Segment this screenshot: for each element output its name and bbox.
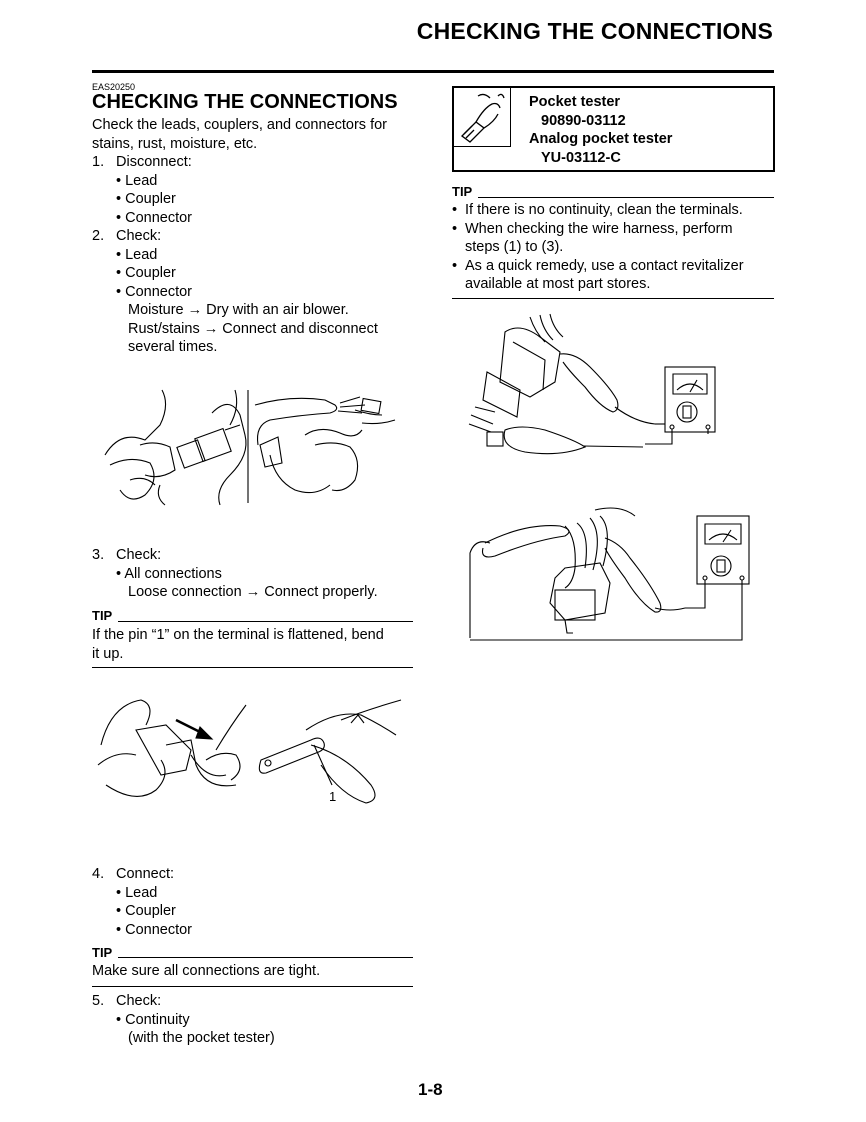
tip-line: If the pin “1” on the terminal is flattened, bend xyxy=(92,627,384,643)
bullet: • xyxy=(116,884,122,901)
bullet: • xyxy=(116,191,122,207)
intro-line: stains, rust, moisture, etc. xyxy=(92,135,258,152)
list-item: Connector xyxy=(125,921,193,938)
bullet: • xyxy=(452,220,458,237)
step-note: several times. xyxy=(128,339,218,355)
tool-name: Pocket tester xyxy=(529,94,621,110)
step-number: 5. xyxy=(92,993,105,1009)
step-1 xyxy=(92,153,192,227)
step-5 xyxy=(92,992,275,1048)
step-3 xyxy=(92,546,378,602)
tip-bullet-line: steps (1) to (3). xyxy=(465,239,564,255)
list-item: Coupler xyxy=(125,191,176,207)
tip-bottom-rule xyxy=(92,986,413,987)
pocket-tester-icon xyxy=(454,88,508,144)
list-item: Continuity xyxy=(125,1011,190,1028)
tip-top-rule xyxy=(118,957,413,958)
tool-icon-frame xyxy=(454,88,511,147)
tip-label: TIP xyxy=(452,184,473,199)
bullet: • xyxy=(116,265,122,281)
tip-top-rule xyxy=(478,197,774,198)
tip-top-rule xyxy=(118,621,413,622)
page-number: 1-8 xyxy=(418,1080,443,1099)
figure-callout: 1 xyxy=(329,789,337,804)
list-item: Connector xyxy=(125,209,193,226)
step-2 xyxy=(92,227,378,357)
step-4 xyxy=(92,865,192,939)
tool-part-number: YU-03112-C xyxy=(541,149,621,166)
tip-label: TIP xyxy=(92,945,113,960)
step-number: 3. xyxy=(92,547,105,563)
bullet: • xyxy=(116,172,122,189)
list-item: All connections xyxy=(124,565,222,582)
tip-label: TIP xyxy=(92,608,113,623)
list-item: Lead xyxy=(125,172,158,189)
bullet: • xyxy=(116,921,122,938)
step-label: Disconnect: xyxy=(116,154,192,170)
step-number: 1. xyxy=(92,154,105,170)
step-note: Loose connection → Connect properly. xyxy=(128,584,378,600)
list-item: Lead xyxy=(125,884,158,901)
bullet: • xyxy=(116,903,122,919)
section-code: EAS20250 xyxy=(92,82,136,92)
list-item: Coupler xyxy=(125,265,176,281)
tip-bullet-line: As a quick remedy, use a contact revitalizer xyxy=(465,257,744,274)
step-note: Rust/stains → Connect and disconnect xyxy=(128,320,378,337)
step-label: Check: xyxy=(116,993,162,1009)
tester-connector-illustration-2 xyxy=(465,508,755,648)
special-tool-box xyxy=(452,86,775,172)
tip-line: it up. xyxy=(92,645,124,662)
tip-bullet-line: When checking the wire harness, perform xyxy=(465,220,733,237)
bullet: • xyxy=(116,283,122,300)
tip-bullets xyxy=(452,201,744,294)
bullet: • xyxy=(452,257,458,274)
list-item: Coupler xyxy=(125,903,176,919)
list-item: Connector xyxy=(125,283,193,300)
page-header-title: CHECKING THE CONNECTIONS xyxy=(416,18,773,44)
tool-part-number: 90890-03112 xyxy=(541,112,626,129)
list-item: Lead xyxy=(125,246,158,263)
intro-line: Check the leads, couplers, and connectors for xyxy=(92,117,387,133)
tip-bullet-line: If there is no continuity, clean the terminals. xyxy=(465,202,743,218)
terminal-pin-illustration xyxy=(96,695,411,815)
bullet: • xyxy=(116,1011,122,1028)
tool-name: Analog pocket tester xyxy=(529,131,673,147)
tool-list xyxy=(529,93,672,167)
tester-connector-illustration-1 xyxy=(465,312,720,462)
disconnect-and-dry-illustration xyxy=(100,385,410,510)
tip-bottom-rule xyxy=(92,667,413,668)
header-rule xyxy=(92,70,774,73)
step-note: (with the pocket tester) xyxy=(128,1030,275,1046)
step-label: Check: xyxy=(116,228,162,244)
bullet: • xyxy=(116,209,122,226)
step-note: Moisture → Dry with an air blower. xyxy=(128,302,349,318)
tip-bottom-rule xyxy=(452,298,774,299)
step-number: 2. xyxy=(92,228,105,244)
tip-bullet-line: available at most part stores. xyxy=(465,276,651,292)
bullet: • xyxy=(452,202,458,218)
tip-text: Make sure all connections are tight. xyxy=(92,963,321,979)
step-label: Connect: xyxy=(116,866,175,882)
section-intro xyxy=(92,116,387,153)
bullet: • xyxy=(116,565,122,582)
bullet: • xyxy=(116,246,122,263)
section-title: CHECKING THE CONNECTIONS xyxy=(92,91,398,113)
step-label: Check: xyxy=(116,547,162,563)
step-number: 4. xyxy=(92,866,105,882)
tip-text xyxy=(92,626,384,663)
